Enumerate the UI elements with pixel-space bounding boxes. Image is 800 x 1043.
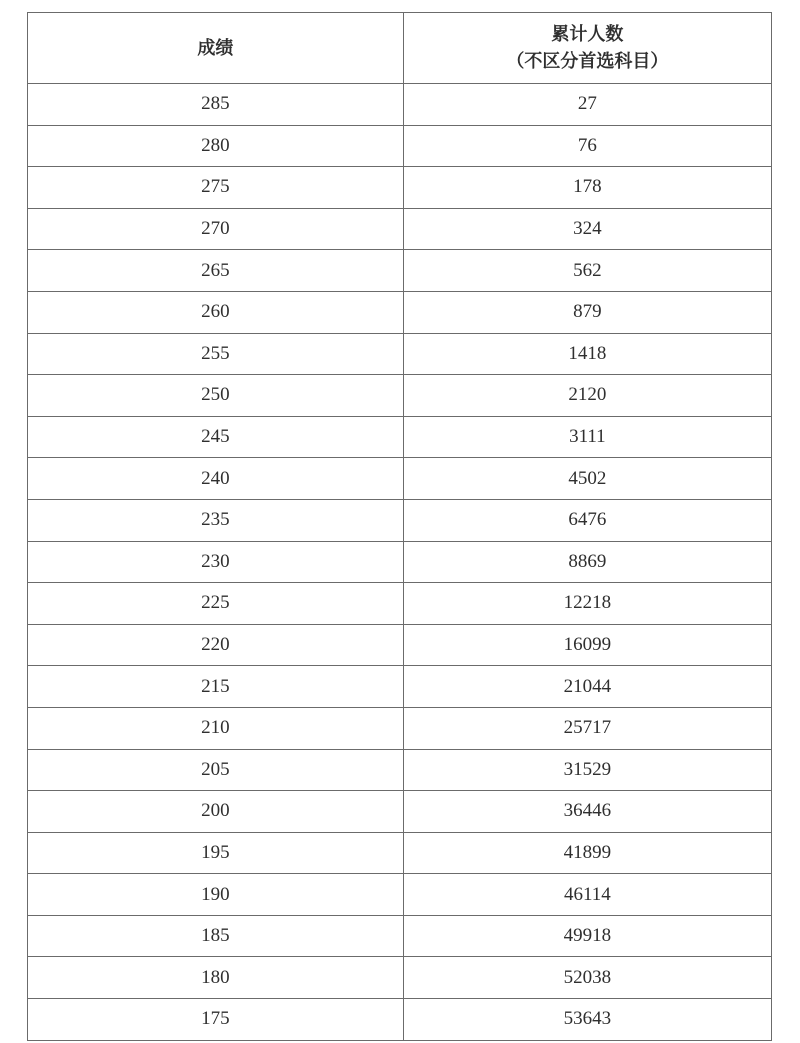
score-cell: 200 <box>28 791 404 833</box>
table-row <box>28 416 772 458</box>
score-distribution-table <box>27 12 772 1041</box>
score-column-header <box>28 13 404 84</box>
cumulative-count-cell: 12218 <box>403 583 771 625</box>
table-row <box>28 333 772 375</box>
score-cell: 285 <box>28 84 404 126</box>
cumulative-count-cell: 27 <box>403 84 771 126</box>
cumulative-count-cell: 31529 <box>403 749 771 791</box>
table-row <box>28 624 772 666</box>
cumulative-count-cell: 879 <box>403 291 771 333</box>
score-cell: 280 <box>28 125 404 167</box>
cumulative-count-cell: 21044 <box>403 666 771 708</box>
table-row <box>28 957 772 999</box>
score-cell: 225 <box>28 583 404 625</box>
score-cell: 215 <box>28 666 404 708</box>
score-cell: 180 <box>28 957 404 999</box>
score-cell: 230 <box>28 541 404 583</box>
table-row <box>28 583 772 625</box>
table-row <box>28 999 772 1041</box>
table-row <box>28 167 772 209</box>
score-cell: 260 <box>28 291 404 333</box>
table-row <box>28 541 772 583</box>
score-cell: 265 <box>28 250 404 292</box>
cumulative-count-cell: 46114 <box>403 874 771 916</box>
score-cell: 235 <box>28 499 404 541</box>
cumulative-count-cell: 4502 <box>403 458 771 500</box>
score-cell: 245 <box>28 416 404 458</box>
cumulative-count-header-line2: （不区分首选科目） <box>506 51 669 71</box>
table-row <box>28 291 772 333</box>
cumulative-count-cell: 36446 <box>403 791 771 833</box>
score-cell: 275 <box>28 167 404 209</box>
score-cell: 255 <box>28 333 404 375</box>
score-cell: 185 <box>28 915 404 957</box>
cumulative-count-cell: 1418 <box>403 333 771 375</box>
table-row <box>28 915 772 957</box>
score-cell: 190 <box>28 874 404 916</box>
score-cell: 220 <box>28 624 404 666</box>
score-cell: 175 <box>28 999 404 1041</box>
table-row <box>28 375 772 417</box>
table-row <box>28 499 772 541</box>
table-row <box>28 791 772 833</box>
table-row <box>28 666 772 708</box>
cumulative-count-cell: 25717 <box>403 707 771 749</box>
table-row <box>28 208 772 250</box>
table-row <box>28 874 772 916</box>
table-row <box>28 749 772 791</box>
score-cell: 270 <box>28 208 404 250</box>
score-cell: 210 <box>28 707 404 749</box>
cumulative-count-cell: 6476 <box>403 499 771 541</box>
cumulative-count-cell: 49918 <box>403 915 771 957</box>
table-row <box>28 84 772 126</box>
score-cell: 205 <box>28 749 404 791</box>
score-cell: 240 <box>28 458 404 500</box>
cumulative-count-column-header <box>403 13 771 84</box>
score-column-header-label: 成绩 <box>197 37 234 58</box>
cumulative-count-cell: 324 <box>403 208 771 250</box>
cumulative-count-cell: 52038 <box>403 957 771 999</box>
cumulative-count-cell: 8869 <box>403 541 771 583</box>
score-cell: 250 <box>28 375 404 417</box>
cumulative-count-cell: 53643 <box>403 999 771 1041</box>
cumulative-count-cell: 178 <box>403 167 771 209</box>
cumulative-count-cell: 41899 <box>403 832 771 874</box>
cumulative-count-cell: 2120 <box>403 375 771 417</box>
table-row <box>28 250 772 292</box>
table-row <box>28 832 772 874</box>
score-cell: 195 <box>28 832 404 874</box>
cumulative-count-cell: 16099 <box>403 624 771 666</box>
cumulative-count-cell: 3111 <box>403 416 771 458</box>
cumulative-count-cell: 76 <box>403 125 771 167</box>
table-row <box>28 458 772 500</box>
cumulative-count-header-line1: 累计人数 <box>551 24 624 44</box>
table-row <box>28 707 772 749</box>
table-body <box>28 84 772 1041</box>
header-row <box>28 13 772 84</box>
table-row <box>28 125 772 167</box>
cumulative-count-cell: 562 <box>403 250 771 292</box>
